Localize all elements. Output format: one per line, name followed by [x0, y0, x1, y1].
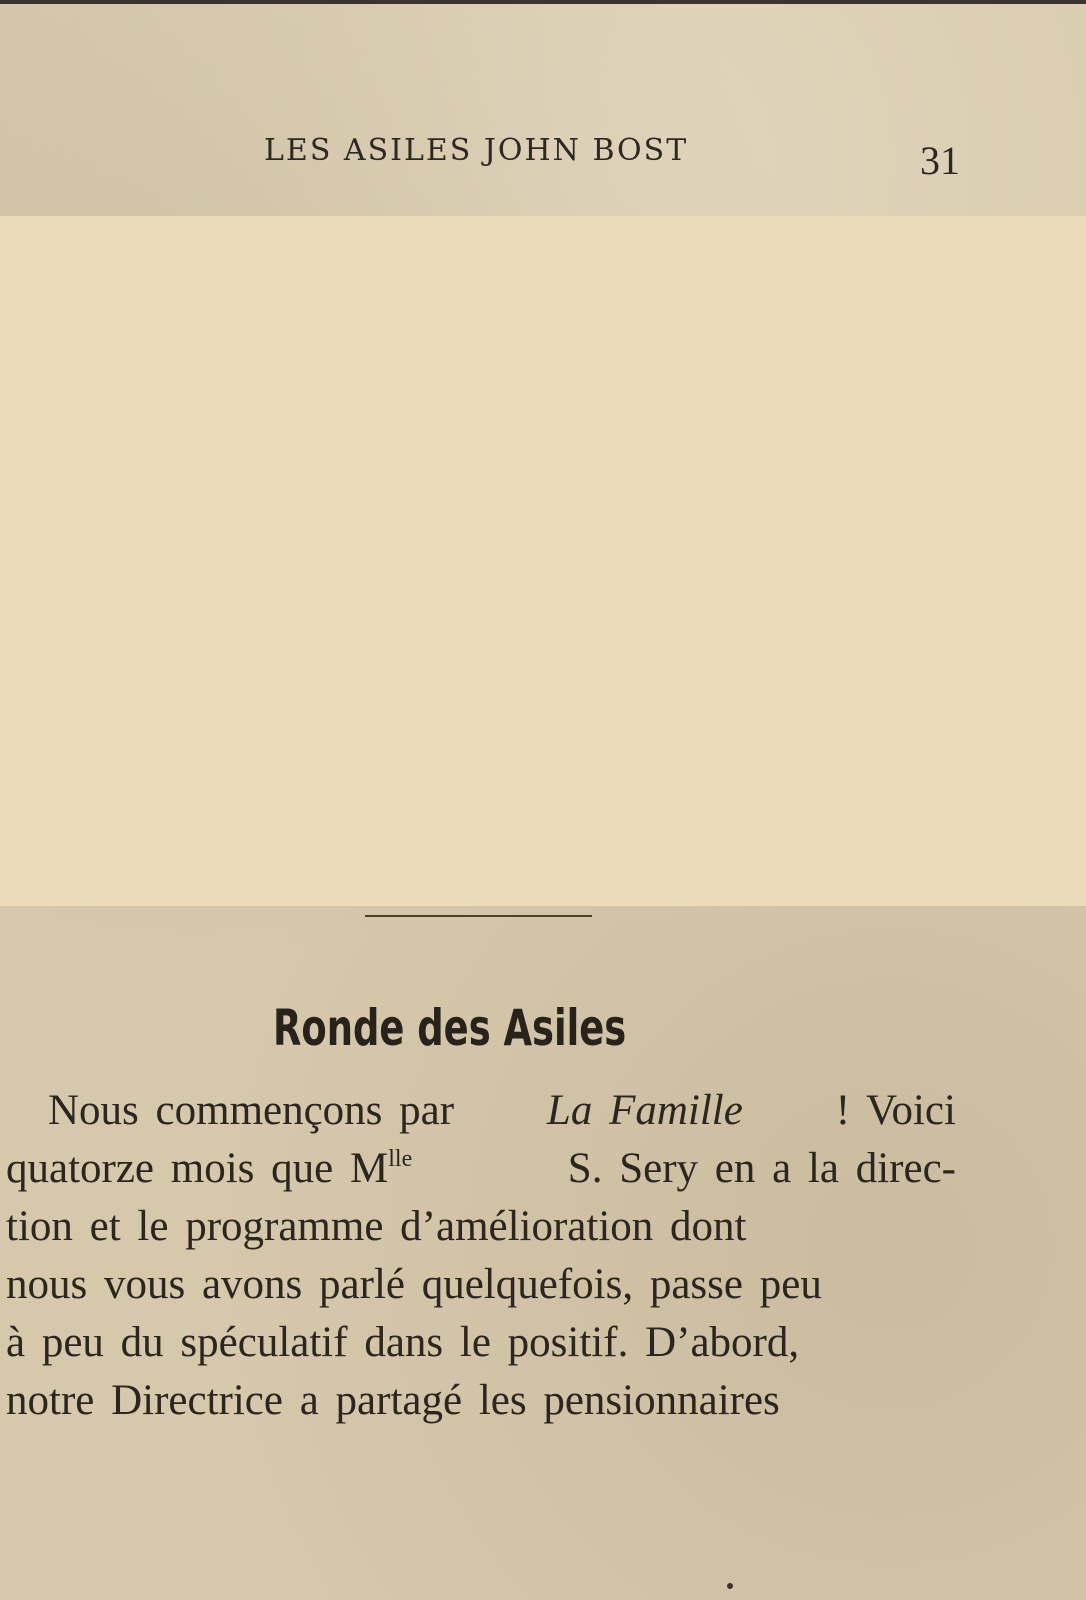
masked-region	[0, 216, 1086, 906]
section-divider	[365, 915, 592, 917]
running-head: LES ASILES JOHN BOST	[264, 133, 689, 168]
page-top-edge	[0, 0, 1086, 4]
text-line	[6, 1260, 956, 1316]
section-title: Ronde des Asiles	[273, 999, 627, 1057]
text-line	[6, 1144, 956, 1200]
ink-speck	[727, 1583, 733, 1589]
line-text: notre Directrice a partagé les pensionnaires	[6, 1377, 780, 1424]
page-number: 31	[920, 138, 960, 183]
line-text-part: quatorze mois que M	[6, 1145, 389, 1192]
line-text: tion et le programme d’amélioration dont	[6, 1203, 747, 1250]
text-line	[6, 1318, 956, 1374]
line-text: nous vous avons parlé quelquefois, passe peu	[6, 1261, 822, 1308]
line-text: S. Sery en a la direc-	[567, 1145, 956, 1192]
text-line	[48, 1086, 956, 1142]
superscript: lle	[388, 1146, 413, 1172]
line-text: à peu du spéculatif dans le positif. D’abord,	[6, 1319, 800, 1366]
line-text	[6, 1144, 412, 1193]
italic-title: La Famille	[546, 1087, 743, 1134]
text-line	[6, 1376, 956, 1432]
line-text: ! Voici	[835, 1087, 956, 1134]
text-line	[6, 1202, 956, 1258]
line-text: Nous commençons par	[48, 1087, 455, 1134]
